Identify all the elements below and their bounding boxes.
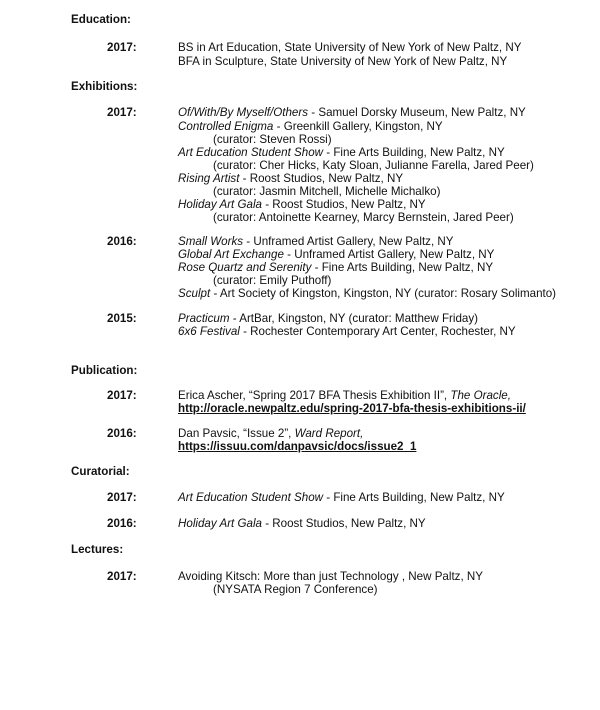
curatorial-venue: - Fine Arts Building, New Paltz, NY	[323, 491, 505, 504]
exhibition-venue: - Art Society of Kingston, Kingston, NY (curator: Rosary Solimanto)	[210, 287, 557, 300]
exhibition-title: Rose Quartz and Serenity	[178, 261, 312, 274]
publication-url[interactable]: https://issuu.com/danpavsic/docs/issue2_1	[178, 440, 417, 453]
exhibition-curator: (curator: Steven Rossi)	[213, 133, 332, 146]
curatorial-venue: - Roost Studios, New Paltz, NY	[261, 517, 426, 530]
exhibitions-year-2016: 2016:	[107, 235, 137, 248]
exhibition-entry	[178, 105, 526, 120]
exhibitions-year-2017: 2017:	[107, 106, 137, 119]
education-heading: Education:	[71, 13, 131, 26]
curatorial-heading: Curatorial:	[71, 465, 130, 478]
exhibition-venue: - Roost Studios, New Paltz, NY	[239, 172, 404, 185]
exhibition-venue: - Fine Arts Building, New Paltz, NY	[311, 261, 494, 274]
exhibition-title: Rising Artist	[178, 172, 240, 185]
exhibition-title: Sculpt	[178, 287, 211, 300]
publication-url[interactable]: http://oracle.newpaltz.edu/spring-2017-bfa-thesis-exhibitions-ii/	[178, 402, 526, 415]
curatorial-year-2017: 2017:	[107, 491, 137, 504]
curatorial-title: Art Education Student Show	[178, 491, 324, 504]
lectures-year-2017: 2017:	[107, 570, 137, 583]
exhibition-title: Practicum	[178, 312, 230, 325]
exhibition-curator: (curator: Emily Puthoff)	[213, 274, 332, 287]
lecture-entry: Avoiding Kitsch: More than just Technology , New Paltz, NY	[178, 570, 484, 583]
education-degree-1: BS in Art Education, State University of New York of New Paltz, NY	[178, 41, 522, 54]
exhibition-title: Controlled Enigma	[178, 120, 274, 133]
exhibition-venue: - Unframed Artist Gallery, New Paltz, NY	[283, 248, 495, 261]
publication-citation: Erica Ascher, “Spring 2017 BFA Thesis Exhibition II”,	[178, 389, 451, 402]
publication-year-2017: 2017:	[107, 389, 137, 402]
exhibitions-year-2015: 2015:	[107, 312, 137, 325]
exhibitions-heading: Exhibitions:	[71, 80, 138, 93]
lecture-note: (NYSATA Region 7 Conference)	[213, 583, 378, 596]
curatorial-entry	[178, 490, 505, 505]
publication-link[interactable]	[178, 439, 416, 454]
exhibition-title: Of/With/By Myself/Others	[178, 106, 309, 119]
curatorial-year-2016: 2016:	[107, 517, 137, 530]
exhibition-curator: (curator: Antoinette Kearney, Marcy Bernstein, Jared Peer)	[213, 211, 514, 224]
curatorial-entry	[178, 516, 426, 531]
exhibition-title: Small Works	[178, 235, 244, 248]
exhibition-venue: - Greenkill Gallery, Kingston, NY	[273, 120, 443, 133]
publication-heading: Publication:	[71, 364, 138, 377]
exhibition-curator: (curator: Cher Hicks, Katy Sloan, Julianne Farella, Jared Peer)	[213, 159, 534, 172]
exhibition-title: Global Art Exchange	[178, 248, 284, 261]
exhibition-title: Holiday Art Gala	[178, 198, 262, 211]
exhibition-entry	[178, 286, 556, 301]
exhibition-venue: - Samuel Dorsky Museum, New Paltz, NY	[308, 106, 526, 119]
exhibition-venue: - ArtBar, Kingston, NY (curator: Matthew Friday)	[229, 312, 479, 325]
publication-year-2016: 2016:	[107, 427, 137, 440]
publication-citation: Dan Pavsic, “Issue 2”,	[178, 427, 295, 440]
publication-link[interactable]	[178, 401, 526, 416]
exhibition-entry	[178, 324, 516, 339]
publication-source: Ward Report,	[294, 427, 364, 440]
exhibition-venue: - Rochester Contemporary Art Center, Rochester, NY	[239, 325, 516, 338]
publication-source: The Oracle,	[450, 389, 511, 402]
exhibition-venue: - Unframed Artist Gallery, New Paltz, NY	[243, 235, 454, 248]
exhibition-venue: - Roost Studios, New Paltz, NY	[261, 198, 426, 211]
curatorial-title: Holiday Art Gala	[178, 517, 262, 530]
education-year: 2017:	[107, 41, 137, 54]
exhibition-curator: (curator: Jasmin Mitchell, Michelle Michalko)	[213, 185, 441, 198]
exhibition-title: 6x6 Festival	[178, 325, 240, 338]
education-degree-2: BFA in Sculpture, State University of New York of New Paltz, NY	[178, 55, 508, 68]
exhibition-venue: - Fine Arts Building, New Paltz, NY	[323, 146, 505, 159]
exhibition-title: Art Education Student Show	[178, 146, 324, 159]
lectures-heading: Lectures:	[71, 543, 124, 556]
